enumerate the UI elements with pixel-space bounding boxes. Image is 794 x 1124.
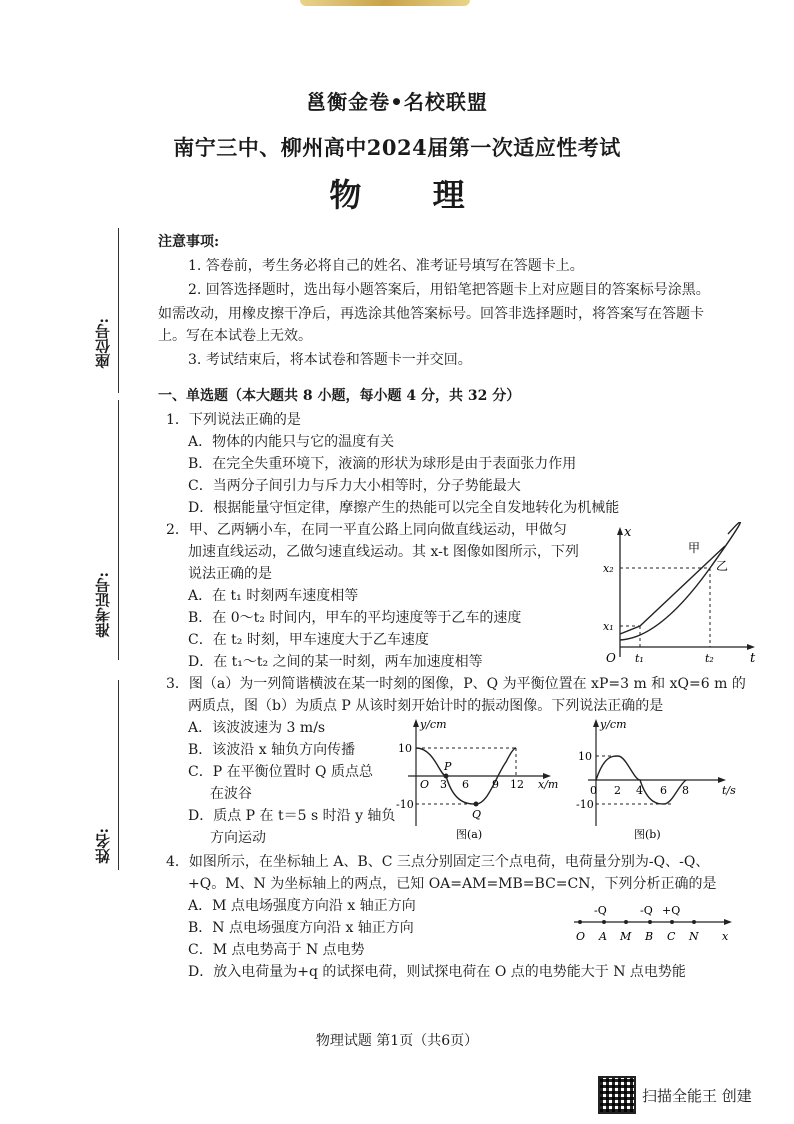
- seat-label: 座位号:: [94, 318, 112, 369]
- notice-item: 如需改动，用橡皮擦干净后，再选涂其他答案标号。回答非选择题时，将答案写在答题卡: [158, 306, 704, 322]
- q2-stem: 加速直线运动，乙做匀速直线运动。其 x-t 图像如图所示，下列: [188, 544, 579, 560]
- notice-item: 上。写在本试卷上无效。: [158, 328, 312, 344]
- notice-item: 1. 答卷前，考生务必将自己的姓名、准考证号填写在答题卡上。: [188, 258, 584, 274]
- q2-option: D．在 t₁～t₂ 之间的某一时刻，两车加速度相等: [188, 654, 483, 670]
- q3-stem: 3．图（a）为一列简谐横波在某一时刻的图像，P、Q 为平衡位置在 xP=3 m 和 xQ=6 m 的: [166, 676, 746, 692]
- graph-label: 10: [398, 742, 412, 755]
- q3-vibration-graph-b: [576, 716, 746, 844]
- q2-option: C．在 t₂ 时刻，甲车速度大于乙车速度: [188, 632, 429, 648]
- graph-label: x₂: [603, 562, 614, 575]
- graph-label: t/s: [722, 784, 736, 797]
- graph-label: 12: [510, 778, 524, 791]
- ticket-label: 准考证号:: [94, 572, 112, 638]
- name-label: 姓名:: [94, 828, 112, 864]
- graph-label: 9: [492, 778, 499, 791]
- graph-label: Q: [472, 808, 482, 821]
- axis-point-label: x: [722, 930, 729, 943]
- q3-stem: 两质点，图（b）为质点 P 从该时刻开始计时的振动图像。下列说法正确的是: [188, 698, 664, 714]
- graph-label: 乙: [716, 559, 729, 573]
- qr-code-icon: [598, 1076, 636, 1114]
- graph-label: 0: [590, 784, 597, 797]
- graph-label: x: [624, 525, 632, 540]
- graph-label: t₁: [635, 652, 644, 665]
- charge-label: +Q: [662, 904, 681, 917]
- notice-item: 3. 考试结束后，将本试卷和答题卡一并交回。: [188, 352, 472, 368]
- q2-option: A．在 t₁ 时刻两车速度相等: [188, 588, 359, 604]
- q3-option: A．该波波速为 3 m/s: [188, 720, 326, 736]
- q4-option: B．N 点电场强度方向沿 x 轴正方向: [188, 920, 414, 936]
- graph-label: y/cm: [420, 718, 447, 731]
- q4-option: A．M 点电场强度方向沿 x 轴正方向: [188, 898, 416, 914]
- graph-label: 10: [578, 750, 592, 763]
- graph-label: 6: [462, 778, 469, 791]
- name-line: [118, 680, 119, 870]
- q1-option: A．物体的内能只与它的温度有关: [188, 434, 395, 450]
- q3-option: B．该波沿 x 轴负方向传播: [188, 742, 356, 758]
- ticket-line: [118, 400, 119, 660]
- subject-title: 物 理: [329, 176, 495, 214]
- graph-caption: 图(a): [456, 828, 483, 841]
- seat-line: [118, 228, 119, 393]
- q4-option: D．放入电荷量为+q 的试探电荷，则试探电荷在 O 点的电势能大于 N 点电势能: [188, 964, 686, 980]
- section-heading: 一、单选题（本大题共 8 小题，每小题 4 分，共 32 分）: [158, 388, 521, 404]
- graph-label: -10: [576, 798, 594, 811]
- q1-option: D．根据能量守恒定律，摩擦产生的热能可以完全自发地转化为机械能: [188, 500, 620, 516]
- graph-label: O: [420, 778, 430, 791]
- graph-label: -10: [396, 798, 414, 811]
- axis-point-label: C: [667, 930, 676, 943]
- graph-label: x₁: [603, 620, 614, 633]
- q3-option: C．P 在平衡位置时 Q 质点总: [188, 764, 373, 780]
- axis-point-label: M: [620, 930, 632, 943]
- axis-point-label: B: [645, 930, 654, 943]
- q3-option: 在波谷: [210, 786, 252, 802]
- notice-item: 2. 回答选择题时，选出每小题答案后，用铅笔把答题卡上对应题目的答案标号涂黑。: [188, 282, 710, 298]
- exam-series-title: 邕衡金卷•名校联盟: [306, 90, 488, 114]
- q3-wave-graph-a: [396, 716, 566, 844]
- charge-label: -Q: [594, 904, 607, 917]
- q2-stem: 说法正确的是: [188, 566, 272, 582]
- scanner-watermark: 扫描全能王 创建: [642, 1087, 752, 1105]
- q1-option: C．当两分子间引力与斥力大小相等时，分子势能最大: [188, 478, 521, 494]
- page-footer: 物理试题 第1页（共6页）: [315, 1033, 479, 1049]
- graph-label: 6: [660, 784, 667, 797]
- q4-charge-axis: [566, 900, 746, 948]
- graph-label: y/cm: [600, 718, 627, 731]
- exam-title: 南宁三中、柳州高中2024届第一次适应性考试: [173, 135, 621, 160]
- axis-point-label: A: [599, 930, 607, 943]
- charge-label: -Q: [640, 904, 653, 917]
- graph-label: P: [444, 760, 452, 773]
- q4-stem: +Q。M、N 为坐标轴上的两点，已知 OA=AM=MB=BC=CN，下列分析正确的是: [188, 876, 717, 892]
- graph-caption: 图(b): [634, 828, 661, 841]
- graph-label: 8: [682, 784, 689, 797]
- q4-option: C．M 点电势高于 N 点电势: [188, 942, 365, 958]
- graph-label: x/m: [538, 778, 559, 791]
- axis-point-label: N: [689, 930, 699, 943]
- notice-title: 注意事项:: [158, 234, 220, 250]
- axis-point-label: O: [576, 930, 586, 943]
- q2-option: B．在 0～t₂ 时间内，甲车的平均速度等于乙车的速度: [188, 610, 522, 626]
- q1-stem: 1．下列说法正确的是: [166, 412, 301, 428]
- q4-stem: 4．如图所示，在坐标轴上 A、B、C 三点分别固定三个点电荷，电荷量分别为-Q、-Q、: [166, 854, 710, 870]
- graph-label: 3: [440, 778, 447, 791]
- graph-label: t: [750, 651, 756, 666]
- graph-label: 4: [636, 784, 643, 797]
- top-stain: [300, 0, 470, 6]
- q2-xt-graph: [600, 522, 760, 667]
- q3-option: 方向运动: [210, 830, 266, 846]
- q2-stem: 2．甲、乙两辆小车，在同一平直公路上同向做直线运动，甲做匀: [166, 522, 567, 538]
- graph-label: O: [606, 651, 616, 665]
- q1-option: B．在完全失重环境下，液滴的形状为球形是由于表面张力作用: [188, 456, 577, 472]
- q3-option: D．质点 P 在 t＝5 s 时沿 y 轴负: [188, 808, 396, 824]
- graph-label: 2: [614, 784, 621, 797]
- graph-label: 甲: [688, 541, 701, 555]
- graph-label: t₂: [705, 652, 714, 665]
